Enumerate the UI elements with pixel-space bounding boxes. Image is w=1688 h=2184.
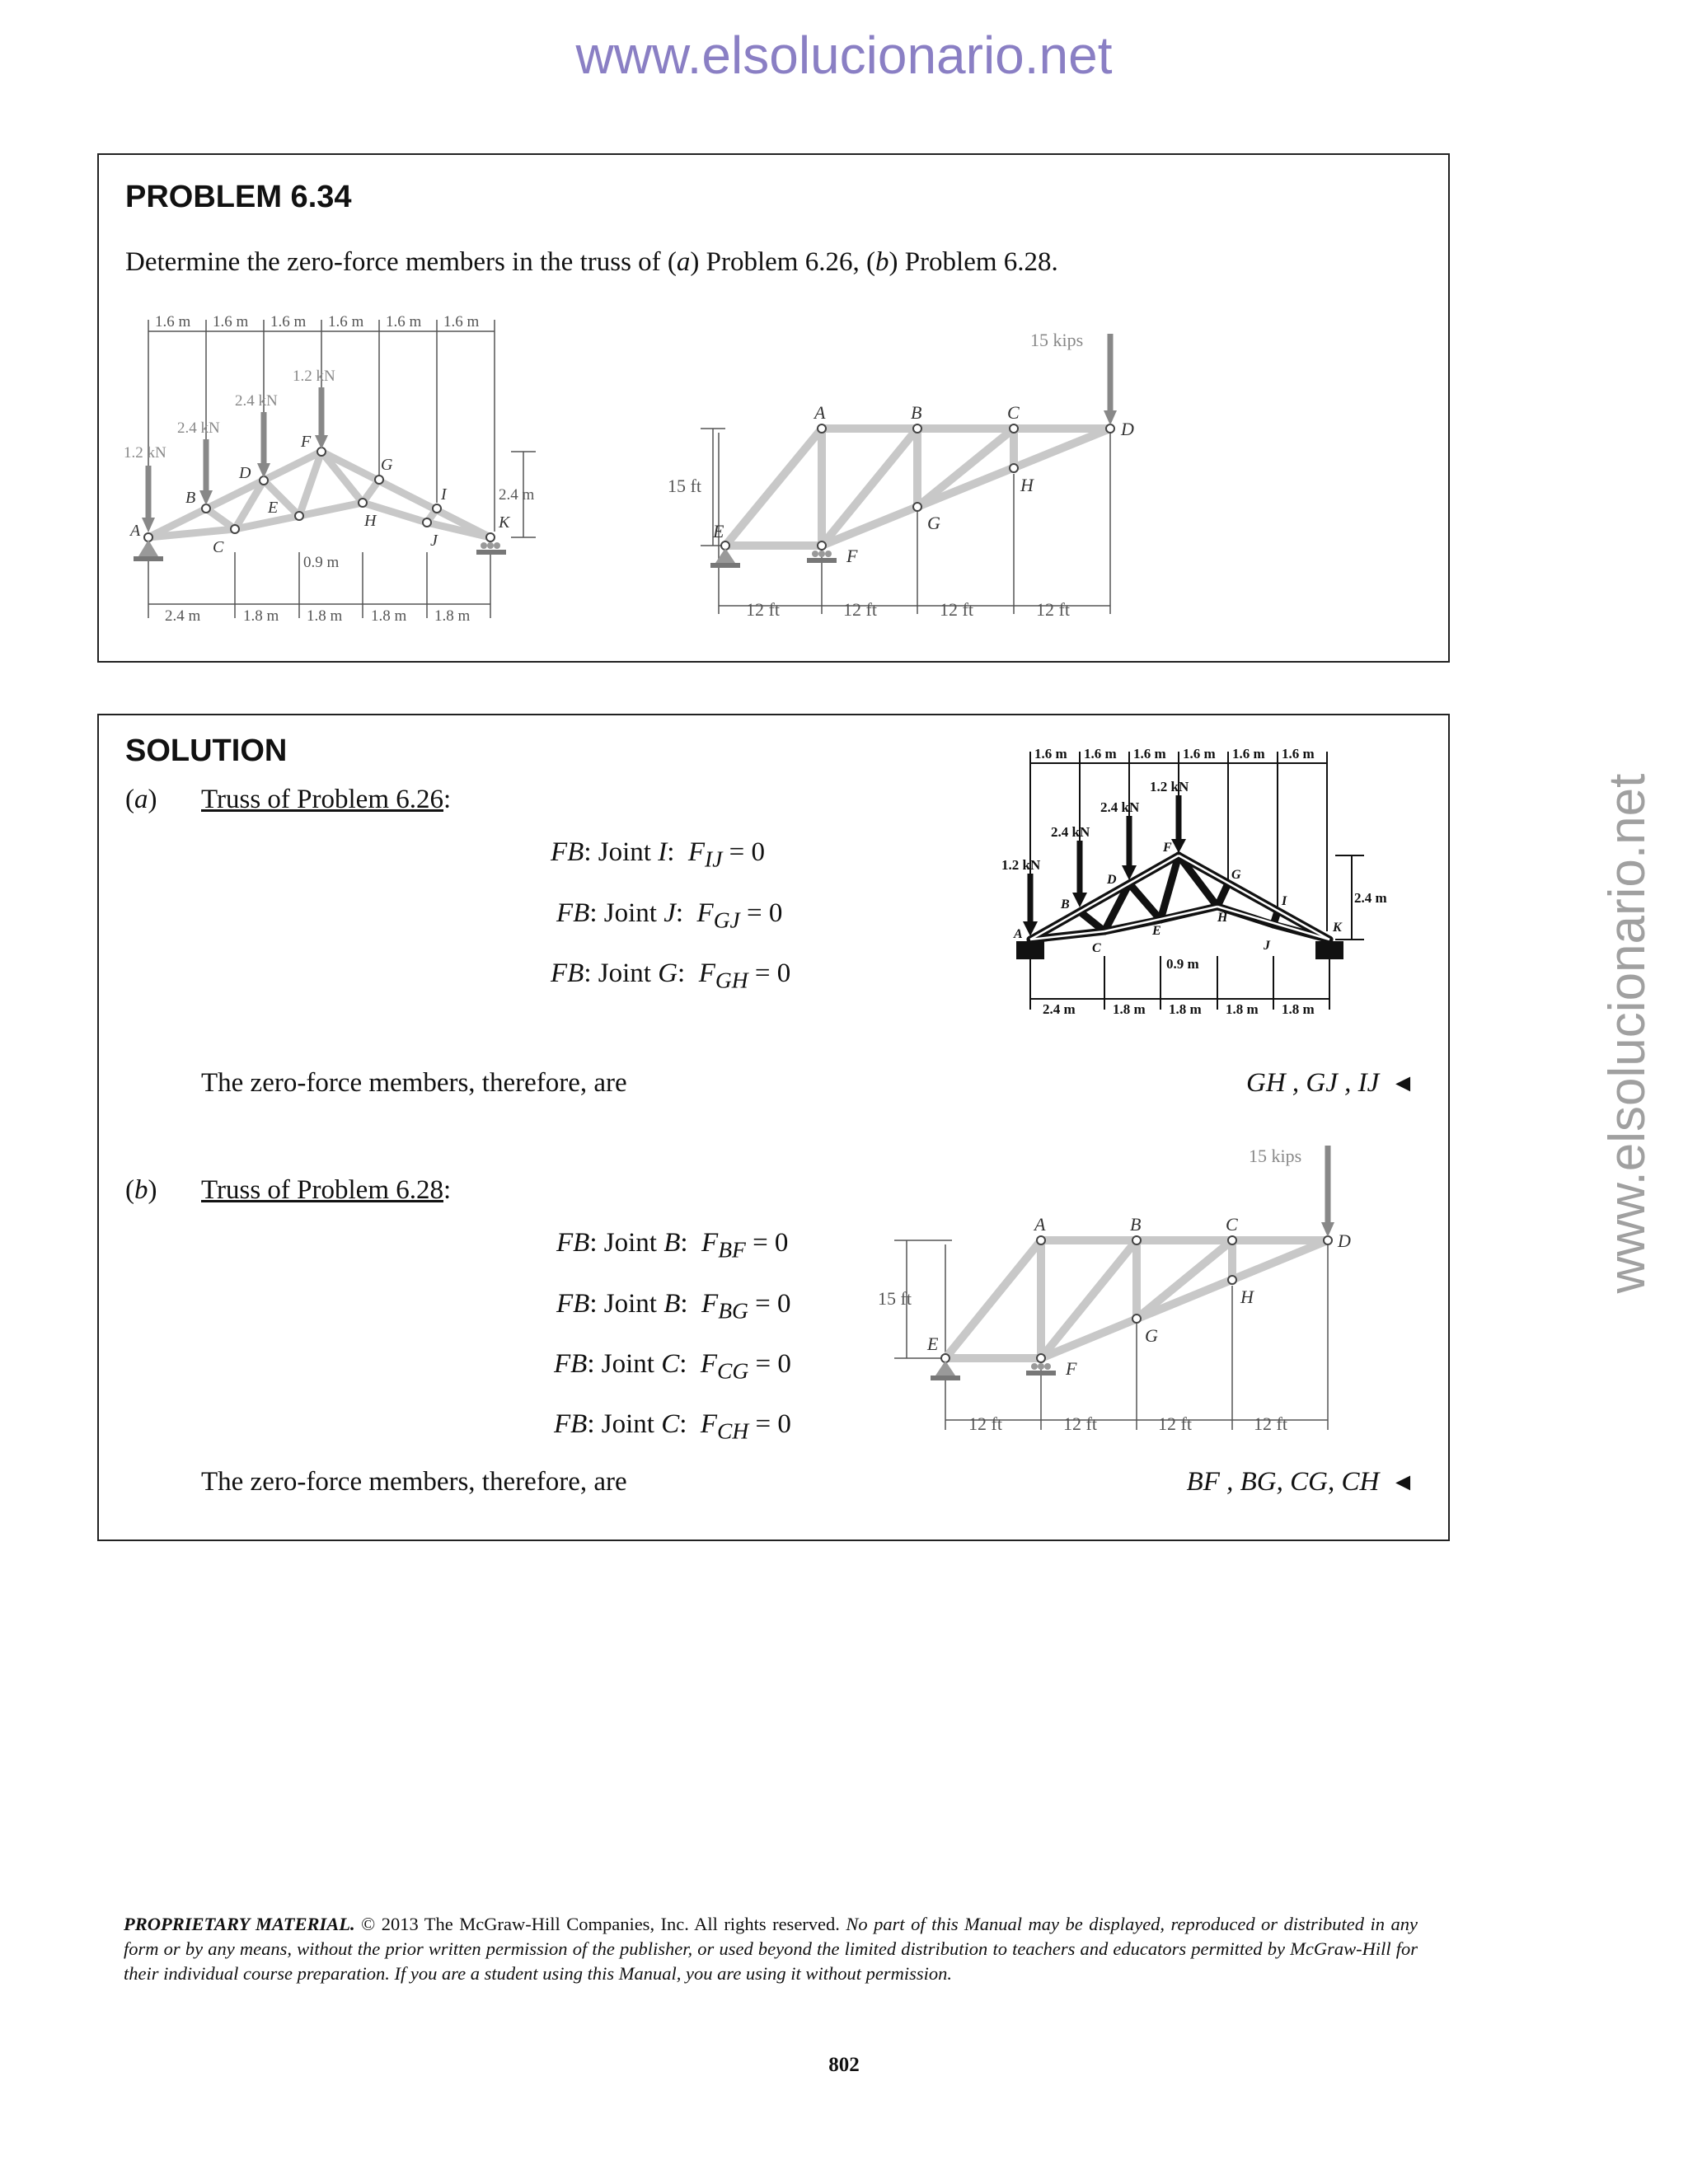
truss-626-figure	[115, 305, 560, 635]
svg-text:H: H	[1020, 475, 1034, 495]
part-a-heading: Truss of Problem 6.26:	[201, 785, 452, 814]
svg-text:E: E	[1152, 924, 1161, 938]
span-4: 12 ft	[1036, 599, 1070, 620]
sol-span-2: 12 ft	[1063, 1413, 1097, 1434]
sol-dim-bottom-2: 1.8 m	[1113, 1001, 1146, 1017]
dim-bottom-2: 1.8 m	[243, 607, 279, 625]
offset-label: 0.9 m	[303, 554, 340, 571]
svg-text:K: K	[1333, 921, 1342, 935]
sol-dim-top-2: 1.6 m	[1084, 746, 1117, 762]
svg-text:G: G	[1231, 868, 1241, 882]
svg-text:C: C	[1226, 1214, 1238, 1235]
answer-marker-icon: ◄	[1390, 1070, 1415, 1097]
sol-offset: 0.9 m	[1166, 956, 1199, 972]
sol-load-F: 1.2 kN	[1150, 779, 1189, 794]
svg-text:H: H	[1240, 1286, 1254, 1307]
eq-joint-B-BF: FB: Joint B: $F_{BF} = 0$	[556, 1228, 789, 1263]
sol-dim-top-1: 1.6 m	[1034, 746, 1067, 762]
load-F: 1.2 kN	[293, 368, 335, 385]
sol-load-D-label: 15 kips	[1249, 1146, 1302, 1166]
sol-load-B: 2.4 kN	[1051, 824, 1090, 840]
svg-text:B: B	[185, 489, 196, 507]
svg-text:B: B	[1061, 898, 1070, 912]
part-b-heading: Truss of Problem 6.28:	[201, 1175, 452, 1205]
svg-text:G: G	[927, 513, 940, 533]
dim-top-1: 1.6 m	[155, 313, 191, 330]
eq-joint-B-BG: FB: Joint B: $F_{BG} = 0$	[556, 1289, 791, 1324]
sol-span-3: 12 ft	[1158, 1413, 1192, 1434]
eq-joint-G: FB: Joint G: $F_{GH} = 0$	[551, 958, 791, 993]
svg-text:E: E	[713, 521, 724, 541]
svg-text:D: D	[1338, 1230, 1351, 1251]
span-1: 12 ft	[746, 599, 780, 620]
height-label: 2.4 m	[499, 486, 535, 504]
svg-text:I: I	[441, 485, 447, 504]
footer-copyright: PROPRIETARY MATERIAL. © 2013 The McGraw-Hill Companies, Inc. All rights reserved. No part of this Manual may be displayed, reproduced or distributed in any form or by any means, without the prior written permission of the publisher, or used beyond the limited distribution to teachers and educators permitted by McGraw-Hill for their individual course preparation. If you are a student using this Manual, you are using it without permission.	[124, 1914, 1418, 1984]
svg-text:F: F	[301, 433, 312, 451]
truss-626-solution-figure	[1001, 733, 1387, 1022]
svg-text:D: D	[1107, 873, 1117, 887]
svg-text:H: H	[1217, 911, 1228, 925]
answer-marker-icon: ◄	[1390, 1469, 1415, 1496]
dim-bottom-1: 2.4 m	[165, 607, 201, 625]
dim-top-4: 1.6 m	[328, 313, 364, 330]
part-a-conclusion: The zero-force members, therefore, are	[201, 1068, 627, 1098]
watermark-top: www.elsolucionario.net	[575, 26, 1113, 85]
svg-text:G: G	[381, 456, 393, 474]
truss-628-figure	[643, 321, 1154, 635]
page-number: 802	[828, 2054, 860, 2076]
svg-text:A: A	[1014, 927, 1023, 941]
part-b-conclusion: The zero-force members, therefore, are	[201, 1467, 627, 1497]
svg-text:C: C	[213, 538, 224, 556]
part-b-answer: BF , BG, CG, CH ◄	[1186, 1467, 1415, 1497]
svg-text:C: C	[1007, 402, 1020, 423]
load-D: 2.4 kN	[235, 392, 278, 410]
span-3: 12 ft	[940, 599, 973, 620]
svg-text:A: A	[814, 402, 826, 423]
problem-statement: Determine the zero-force members in the truss of (a) Problem 6.26, (b) Problem 6.28.	[125, 247, 1058, 277]
load-D-label: 15 kips	[1030, 330, 1084, 350]
svg-text:F: F	[1066, 1358, 1077, 1379]
sol-height: 2.4 m	[1354, 890, 1387, 906]
dim-top-6: 1.6 m	[443, 313, 480, 330]
dim-bottom-5: 1.8 m	[434, 607, 471, 625]
svg-text:E: E	[927, 1333, 939, 1354]
sol-dim-bottom-1: 2.4 m	[1043, 1001, 1076, 1017]
sol-dim-bottom-4: 1.8 m	[1226, 1001, 1259, 1017]
eq-joint-I: FB: Joint I: $F_{IJ} = 0$	[551, 837, 766, 872]
dim-top-5: 1.6 m	[386, 313, 422, 330]
svg-text:H: H	[364, 512, 377, 530]
svg-text:J: J	[1264, 939, 1270, 953]
svg-text:D: D	[239, 464, 251, 482]
dim-top-3: 1.6 m	[270, 313, 307, 330]
sol-span-4: 12 ft	[1254, 1413, 1287, 1434]
load-B: 2.4 kN	[177, 419, 220, 437]
svg-text:G: G	[1145, 1325, 1158, 1346]
watermark-side: www.elsolucionario.net	[1599, 773, 1656, 1294]
svg-text:E: E	[268, 499, 279, 517]
span-2: 12 ft	[843, 599, 877, 620]
svg-text:C: C	[1092, 941, 1101, 955]
svg-text:D: D	[1121, 419, 1134, 439]
svg-text:I: I	[1282, 894, 1287, 908]
sol-dim-top-4: 1.6 m	[1183, 746, 1216, 762]
eq-joint-J: FB: Joint J: $F_{GJ} = 0$	[556, 898, 783, 933]
svg-text:A: A	[1034, 1214, 1046, 1235]
svg-text:B: B	[1130, 1214, 1142, 1235]
sol-load-D: 2.4 kN	[1100, 799, 1140, 815]
dim-bottom-4: 1.8 m	[371, 607, 407, 625]
sol-load-A: 1.2 kN	[1001, 857, 1041, 873]
svg-text:A: A	[130, 522, 141, 540]
eq-joint-C-CG: FB: Joint C: $F_{CG} = 0$	[554, 1349, 791, 1384]
svg-text:F: F	[1163, 841, 1172, 855]
sol-dim-top-3: 1.6 m	[1133, 746, 1166, 762]
svg-text:K: K	[499, 513, 510, 532]
svg-text:B: B	[911, 402, 922, 423]
sol-dim-top-6: 1.6 m	[1282, 746, 1315, 762]
truss-628-solution-figure	[870, 1137, 1397, 1442]
sol-height-15ft: 15 ft	[878, 1288, 912, 1309]
part-b-label: (b)	[125, 1175, 157, 1205]
load-A: 1.2 kN	[124, 444, 166, 462]
sol-dim-bottom-3: 1.8 m	[1169, 1001, 1202, 1017]
part-a-answer: GH , GJ , IJ ◄	[1246, 1068, 1415, 1098]
sol-dim-bottom-5: 1.8 m	[1282, 1001, 1315, 1017]
part-a-label: (a)	[125, 785, 157, 814]
eq-joint-C-CH: FB: Joint C: $F_{CH} = 0$	[554, 1409, 791, 1444]
svg-text:F: F	[846, 546, 858, 566]
dim-bottom-3: 1.8 m	[307, 607, 343, 625]
height-15ft: 15 ft	[668, 476, 701, 496]
problem-title: PROBLEM 6.34	[125, 180, 352, 214]
solution-title: SOLUTION	[125, 733, 288, 768]
dim-top-2: 1.6 m	[213, 313, 249, 330]
svg-text:J: J	[430, 532, 438, 550]
sol-span-1: 12 ft	[968, 1413, 1002, 1434]
sol-dim-top-5: 1.6 m	[1232, 746, 1265, 762]
